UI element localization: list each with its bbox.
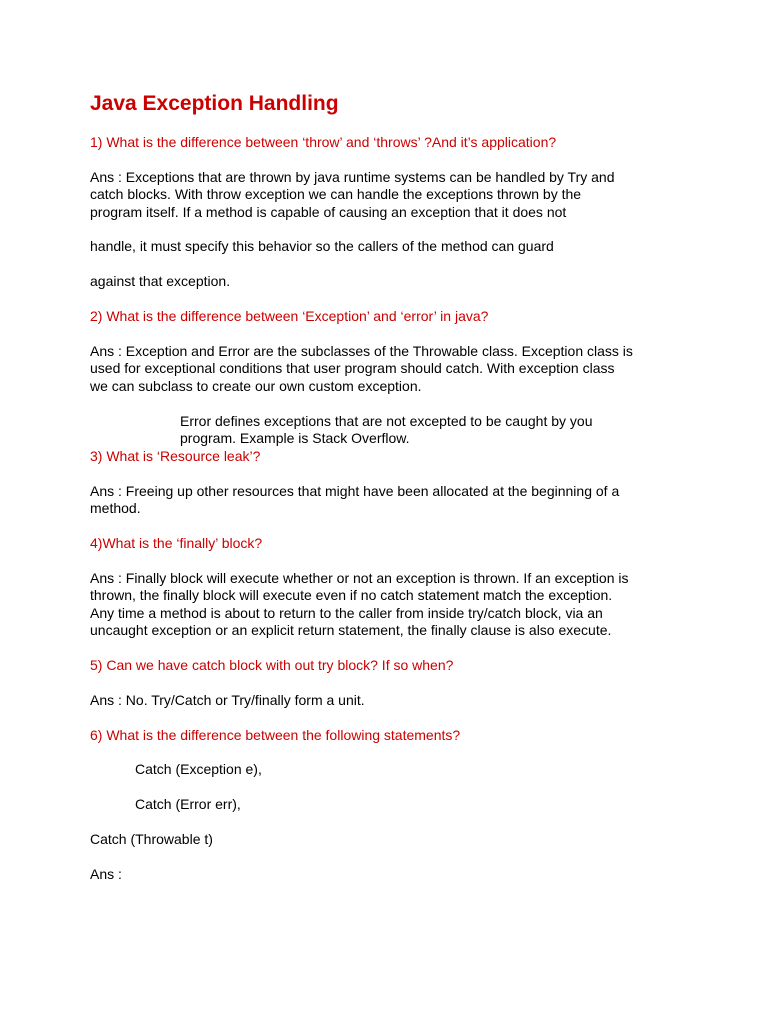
answer-3 xyxy=(90,483,680,518)
question-4: 4)What is the ‘finally’ block? xyxy=(90,535,263,551)
code-line-catch-exception xyxy=(135,761,680,778)
answer-5 xyxy=(90,692,680,709)
text-line: uncaught exception or an explicit return statement, the finally clause is also execute. xyxy=(90,622,612,639)
question-1: 1) What is the difference between ‘throw’ and ‘throws’ ?And it’s application? xyxy=(90,134,557,150)
answer-2-paragraph-1 xyxy=(90,343,680,395)
text-line: Ans : Finally block will execute whether or not an exception is thrown. If an exception is xyxy=(90,570,629,586)
text-line: program. Example is Stack Overflow. xyxy=(180,430,410,447)
answer-6 xyxy=(90,866,680,883)
text-line: Any time a method is about to return to the caller from inside try/catch block, via an xyxy=(90,604,603,621)
text-line: Catch (Throwable t) xyxy=(90,831,213,847)
text-line: Ans : Freeing up other resources that might have been allocated at the beginning of a xyxy=(90,483,620,499)
text-line: Ans : xyxy=(90,866,122,882)
text-line: Ans : Exception and Error are the subclasses of the Throwable class. Exception class is xyxy=(90,343,633,359)
answer-1-paragraph-2 xyxy=(90,238,680,255)
code-line-catch-error xyxy=(135,796,680,813)
text-line: Ans : No. Try/Catch or Try/finally form a unit. xyxy=(90,692,365,708)
text-line: used for exceptional conditions that user program should catch. With exception class xyxy=(90,360,615,377)
document-title: Java Exception Handling xyxy=(90,92,339,115)
text-line: thrown, the finally block will execute even if no catch statement match the exception. xyxy=(90,587,613,604)
question-3: 3) What is ‘Resource leak’? xyxy=(90,448,261,464)
text-line: catch blocks. With throw exception we can handle the exceptions thrown by the xyxy=(90,186,582,203)
text-line: program itself. If a method is capable of causing an exception that it does not xyxy=(90,203,567,220)
text-line: Catch (Error err), xyxy=(135,796,241,812)
text-line: Catch (Exception e), xyxy=(135,761,262,777)
answer-1-paragraph-3 xyxy=(90,273,680,290)
question-5: 5) Can we have catch block with out try block? If so when? xyxy=(90,657,454,673)
question-6: 6) What is the difference between the following statements? xyxy=(90,727,461,743)
text-line: Ans : Exceptions that are thrown by java runtime systems can be handled by Try and xyxy=(90,169,615,185)
text-line: we can subclass to create our own custom exception. xyxy=(90,377,422,394)
code-line-catch-throwable xyxy=(90,831,680,848)
answer-4 xyxy=(90,570,680,640)
question-2: 2) What is the difference between ‘Exception’ and ‘error’ in java? xyxy=(90,308,489,324)
text-line: method. xyxy=(90,500,141,517)
text-line: handle, it must specify this behavior so the callers of the method can guard xyxy=(90,238,554,254)
text-line: Error defines exceptions that are not excepted to be caught by you xyxy=(180,413,593,429)
answer-2-paragraph-2 xyxy=(180,413,680,448)
answer-1-paragraph-1 xyxy=(90,169,680,221)
text-line: against that exception. xyxy=(90,273,231,289)
